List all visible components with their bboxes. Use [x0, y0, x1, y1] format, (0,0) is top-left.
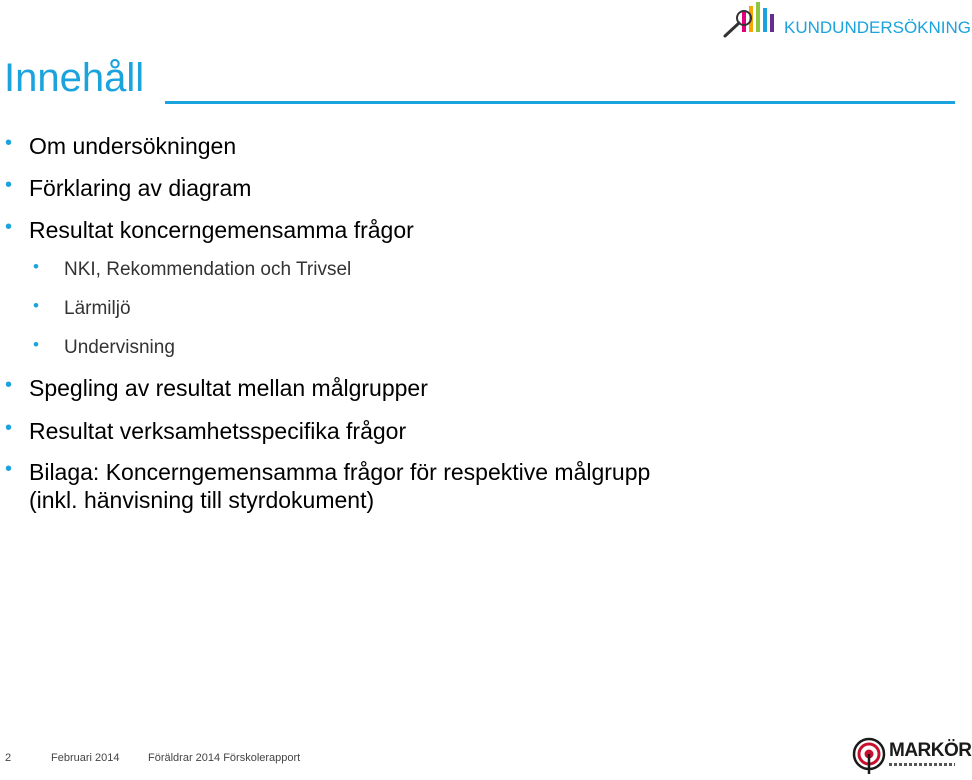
- bullet-text: Resultat koncerngemensamma frågor: [29, 217, 414, 243]
- bullet-dot-icon: •: [5, 458, 13, 480]
- footer-date: Februari 2014: [51, 752, 120, 764]
- kundundersokning-logo: [722, 2, 972, 40]
- markor-text: MARKÖR: [889, 740, 972, 761]
- bullet-item: [5, 374, 428, 402]
- bullet-text: NKI, Rekommendation och Trivsel: [64, 259, 352, 280]
- bullet-dot-icon: •: [33, 257, 39, 276]
- bullet-text: Förklaring av diagram: [29, 175, 252, 201]
- bullet-item: [5, 417, 407, 445]
- bullet-item: [29, 487, 374, 514]
- bullet-dot-icon: •: [33, 335, 39, 354]
- bullet-item: [5, 174, 252, 202]
- bullet-dot-icon: •: [33, 296, 39, 315]
- bullet-dot-icon: •: [5, 174, 13, 196]
- page-title: Innehåll: [4, 56, 145, 100]
- bullet-dot-icon: •: [5, 417, 13, 439]
- bullet-text: Om undersökningen: [29, 133, 237, 159]
- bullet-text: Resultat verksamhetsspecifika frågor: [29, 418, 407, 444]
- bullet-text: (inkl. hänvisning till styrdokument): [29, 487, 375, 513]
- bullet-item: [5, 132, 237, 160]
- bullet-dot-icon: •: [5, 374, 13, 396]
- sub-bullet-item: [33, 335, 175, 359]
- bullet-item: [5, 458, 651, 486]
- markor-logo: [852, 737, 972, 775]
- sub-bullet-item: [33, 257, 352, 281]
- footer-report: Föräldrar 2014 Förskolerapport: [148, 752, 301, 764]
- bullet-text: Bilaga: Koncerngemensamma frågor för respektive målgrupp: [29, 459, 651, 485]
- target-icon: [852, 737, 888, 775]
- logo-text: KUNDUNDERSÖKNING: [784, 18, 972, 37]
- bullet-item: [5, 216, 414, 244]
- title-divider: [165, 101, 955, 104]
- bullet-dot-icon: •: [5, 216, 13, 238]
- sub-bullet-item: [33, 296, 131, 320]
- magnifier-bar-chart-icon: [722, 2, 784, 40]
- bullet-dot-icon: •: [5, 132, 13, 154]
- bullet-text: Undervisning: [64, 337, 175, 358]
- bullet-text: Spegling av resultat mellan målgrupper: [29, 375, 428, 401]
- bullet-text: Lärmiljö: [64, 298, 131, 319]
- markor-tagline-mark: [889, 763, 955, 766]
- page-number: 2: [5, 752, 12, 764]
